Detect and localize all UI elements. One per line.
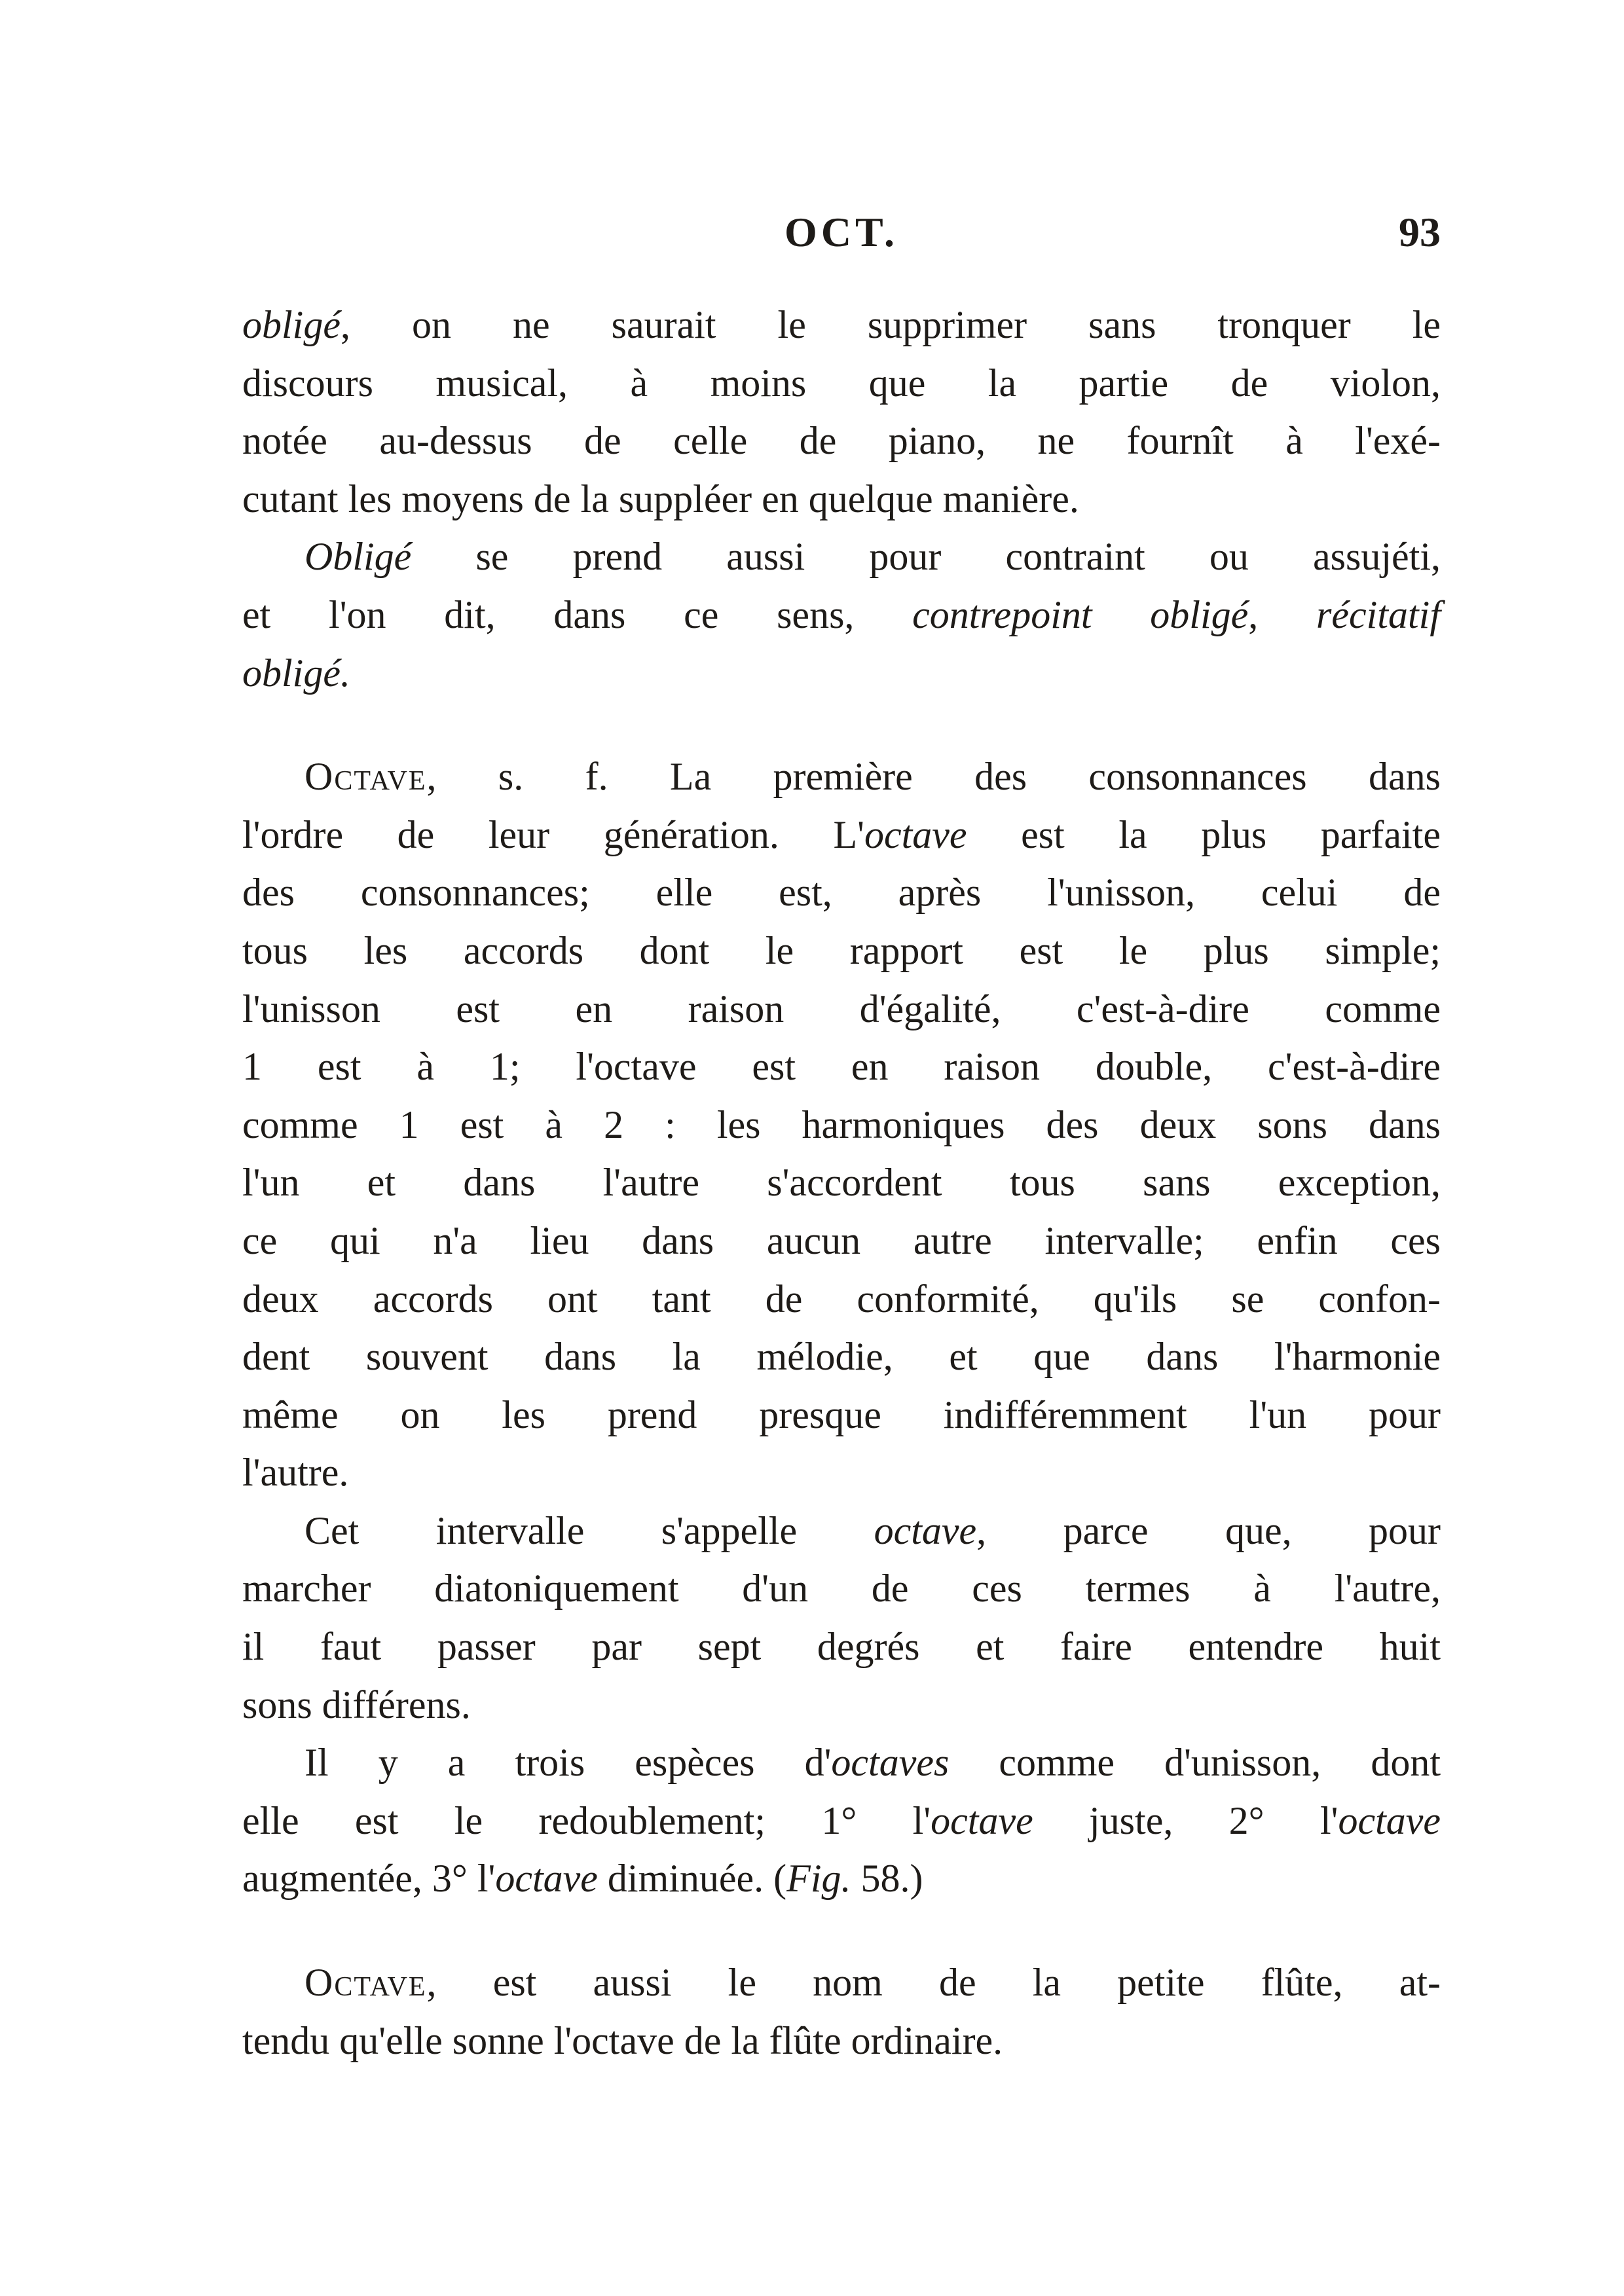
text-line	[242, 1328, 1441, 1386]
text-line	[242, 470, 1441, 528]
text-line	[242, 1676, 1441, 1734]
text-run: cutant les moyens de la suppléer en quelque manière.	[242, 477, 1079, 520]
text-run: marcher diatoniquement d'un de ces termes à l'autre,	[242, 1567, 1441, 1611]
paragraph	[242, 1954, 1441, 2069]
text-run: des consonnances; elle est, après l'unisson, celui de	[242, 871, 1441, 915]
text-line	[242, 1154, 1441, 1212]
text-line	[242, 1559, 1441, 1618]
text-line	[242, 644, 1441, 702]
text-run: ,	[1248, 592, 1317, 636]
text-run: Cet intervalle s'appelle	[304, 1508, 874, 1552]
paragraph	[242, 528, 1441, 702]
italic-text: obligé.	[242, 651, 350, 695]
text-run: dent souvent dans la mélodie, et que dans l'harmonie	[242, 1335, 1441, 1379]
paragraph-gap	[242, 1908, 1441, 1954]
text-line	[242, 1792, 1441, 1850]
text-run: l'ordre de leur génération. L'	[242, 812, 864, 856]
text-line	[242, 2012, 1441, 2070]
text-run: se prend aussi pour contraint ou assujéti,	[411, 535, 1441, 579]
text-line	[242, 806, 1441, 864]
text-run: , est aussi le nom de la petite flûte, at-	[426, 1961, 1441, 2005]
body-text	[242, 296, 1441, 2069]
text-line	[242, 412, 1441, 470]
text-line	[242, 528, 1441, 586]
text-run: , on ne saurait le supprimer sans tronquer le	[340, 303, 1441, 346]
page-number: 93	[1399, 209, 1441, 255]
text-line	[242, 748, 1441, 806]
text-run: , s. f. La première des consonnances dans	[426, 755, 1441, 799]
text-line	[242, 864, 1441, 922]
text-line	[242, 586, 1441, 644]
text-run: notée au-dessus de celle de piano, ne fournît à l'exé-	[242, 419, 1441, 463]
text-line	[242, 1954, 1441, 2012]
text-line	[242, 1444, 1441, 1502]
italic-text: Obligé	[304, 535, 412, 579]
text-line	[242, 1270, 1441, 1328]
text-run: comme d'unisson, dont	[949, 1741, 1441, 1785]
italic-text: récitatif	[1316, 592, 1441, 636]
italic-text: Fig.	[786, 1857, 851, 1901]
text-run: l'unisson est en raison d'égalité, c'est-à-dire comme	[242, 987, 1441, 1030]
text-line	[242, 922, 1441, 980]
text-run: Il y a trois espèces d'	[304, 1741, 832, 1785]
paragraph-gap	[242, 702, 1441, 748]
text-line	[242, 1734, 1441, 1792]
text-run: elle est le redoublement; 1° l'	[242, 1798, 931, 1842]
italic-text: octave	[864, 812, 967, 856]
text-run: augmentée, 3° l'	[242, 1857, 496, 1901]
italic-text: octave	[931, 1798, 1033, 1842]
text-run: comme 1 est à 2 : les harmoniques des deux sons dans	[242, 1102, 1441, 1146]
text-run: deux accords ont tant de conformité, qu'ils se confon-	[242, 1277, 1441, 1321]
text-line	[242, 1850, 1441, 1908]
paragraph	[242, 1734, 1441, 1908]
text-run: 58.)	[851, 1857, 923, 1901]
text-run: l'un et dans l'autre s'accordent tous sans exception,	[242, 1161, 1441, 1205]
italic-text: octave	[1338, 1798, 1441, 1842]
italic-text: contrepoint obligé	[912, 592, 1249, 636]
italic-text: octave	[874, 1508, 977, 1552]
text-run: 1 est à 1; l'octave est en raison double, c'est-à-dire	[242, 1045, 1441, 1089]
text-run: , parce que, pour	[976, 1508, 1441, 1552]
text-line	[242, 1096, 1441, 1154]
text-line	[242, 1212, 1441, 1270]
text-run: tous les accords dont le rapport est le plus simple;	[242, 928, 1441, 972]
italic-text: octaves	[831, 1741, 950, 1785]
headword: Octave	[304, 755, 427, 799]
italic-text: obligé	[242, 303, 341, 346]
running-title: OCT.	[784, 209, 898, 255]
text-line	[242, 296, 1441, 354]
text-run: juste, 2° l'	[1033, 1798, 1338, 1842]
text-line	[242, 1038, 1441, 1096]
text-run: diminuée. (	[597, 1857, 787, 1901]
text-line	[242, 1618, 1441, 1676]
text-run: tendu qu'elle sonne l'octave de la flûte ordinaire.	[242, 2018, 1003, 2062]
text-run: sons différens.	[242, 1683, 471, 1726]
text-run: ce qui n'a lieu dans aucun autre intervalle; enfin ces	[242, 1218, 1441, 1262]
paragraph	[242, 748, 1441, 1502]
running-head	[242, 208, 1441, 267]
text-run: il faut passer par sept degrés et faire entendre huit	[242, 1625, 1441, 1669]
text-line	[242, 1502, 1441, 1560]
text-line	[242, 1386, 1441, 1444]
paragraph	[242, 1502, 1441, 1734]
text-run: discours musical, à moins que la partie de violon,	[242, 361, 1441, 405]
paragraph	[242, 296, 1441, 528]
text-run: l'autre.	[242, 1451, 349, 1495]
text-line	[242, 354, 1441, 412]
headword: Octave	[304, 1961, 427, 2005]
text-run: et l'on dit, dans ce sens,	[242, 592, 913, 636]
text-line	[242, 980, 1441, 1038]
text-run: même on les prend presque indifféremment l'un pour	[242, 1393, 1441, 1436]
italic-text: octave	[495, 1857, 598, 1901]
text-run: est la plus parfaite	[967, 812, 1441, 856]
